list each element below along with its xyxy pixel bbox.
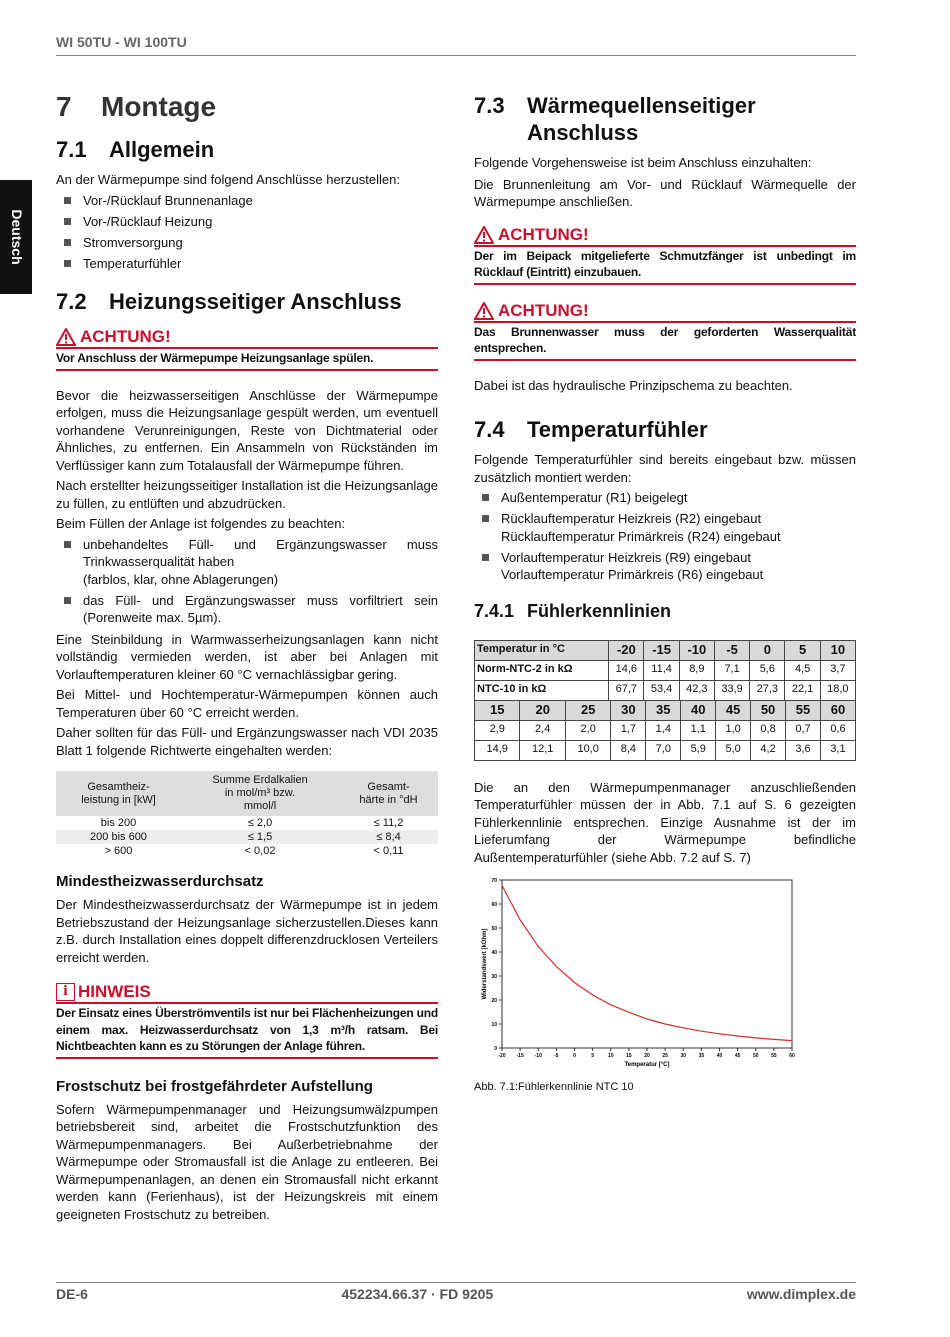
x-tick-label: -20 (498, 1053, 506, 1059)
table-cell: 35 (646, 700, 681, 720)
ntc10-row (475, 740, 856, 760)
table-cell: 4,5 (785, 660, 820, 680)
y-tick-label: 50 (491, 926, 497, 932)
row-label: NTC-10 in kΩ (475, 680, 609, 700)
x-tick-label: 45 (734, 1053, 741, 1059)
table-cell: 5 (785, 640, 820, 660)
paragraph: Die an den Wärmepumpenmanager anzuschließenden Temperaturfühler müssen der in Abb. 7.1 auf S. 6 gezeigten Fühlerkennlinie entsprechen. Einzige Ausnahme ist der im Lieferumfang der Wärmepumpe befindliche Außentemperaturfühler (siehe Abb. 7.2 auf S. 7) (474, 779, 856, 865)
table-cell: 42,3 (679, 680, 714, 700)
x-tick-label: 5 (591, 1053, 595, 1059)
chapter-number: 7 (56, 91, 72, 122)
table-cell: 1,4 (646, 720, 681, 740)
table-cell: 2,9 (475, 720, 520, 740)
column-header: Gesamt- härte in °dH (339, 771, 438, 816)
ntc2-row (475, 720, 856, 740)
section-number: 7.4 (474, 417, 505, 442)
list-item: Vor-/Rücklauf Heizung (56, 213, 438, 231)
x-tick-label: -5 (554, 1053, 559, 1059)
y-tick-label: 10 (491, 1022, 497, 1028)
table-row (56, 830, 438, 844)
table-cell: -5 (714, 640, 749, 660)
table-cell: -10 (679, 640, 714, 660)
table-cell: 0,8 (751, 720, 786, 740)
x-tick-label: 60 (789, 1053, 795, 1059)
section-title: Temperaturfühler (527, 417, 708, 442)
list-item (474, 510, 856, 545)
table-cell: 53,4 (644, 680, 679, 700)
warning-label: ACHTUNG! (80, 327, 171, 346)
table-cell: < 0,11 (373, 844, 404, 857)
water-quality-table (56, 771, 438, 858)
warning-label: ACHTUNG! (498, 300, 589, 320)
warning-title (474, 301, 856, 323)
table-cell: 8,9 (679, 660, 714, 680)
section-title: Allgemein (109, 137, 215, 162)
right-column (474, 92, 856, 1097)
sensor-table-continued (474, 700, 856, 761)
list-item-subtext: (farblos, klar, ohne Ablagerungen) (83, 571, 279, 587)
warning-text: Der im Beipack mitgelieferte Schmutzfänger ist unbedingt im Rücklauf (Eintritt) einzubauen. (474, 247, 856, 285)
hint-title (56, 982, 438, 1004)
warning-triangle-icon (56, 328, 76, 346)
table-cell: 33,9 (714, 680, 749, 700)
warning-title (474, 225, 856, 247)
x-tick-label: 50 (752, 1053, 759, 1059)
table-cell: bis 200 (100, 816, 137, 829)
table-cell: 11,4 (644, 660, 679, 680)
document-title: WI 50TU - WI 100TU (56, 34, 187, 50)
list-item: Vor-/Rücklauf Brunnenanlage (56, 192, 438, 210)
section-title: Wärmequellenseitiger Anschluss (527, 93, 756, 145)
table-cell: 14,9 (475, 740, 520, 760)
x-tick-label: 25 (662, 1053, 668, 1059)
section-heading-7-2 (56, 288, 438, 315)
table-cell: 5,9 (681, 740, 716, 760)
list-item (474, 489, 856, 507)
table-cell: 18,0 (820, 680, 855, 700)
list-item (56, 592, 438, 627)
x-tick-label: 30 (680, 1053, 687, 1059)
table-cell: 1,0 (716, 720, 751, 740)
table-cell: -20 (609, 640, 644, 660)
warning-title (56, 327, 438, 349)
table-cell: ≤ 8,4 (339, 830, 438, 844)
subheading: Frostschutz bei frostgefährdeter Aufstellung (56, 1077, 373, 1095)
y-tick-label: 40 (491, 950, 497, 956)
plot-frame (502, 880, 792, 1048)
x-tick-label: 40 (716, 1053, 723, 1059)
paragraph: Beim Füllen der Anlage ist folgendes zu beachten: (56, 516, 346, 531)
list-item-text: das Füll- und Ergänzungswasser muss vorfiltriert sein (Porenweite max. 5µm). (83, 592, 438, 625)
warning-label: ACHTUNG! (498, 224, 589, 244)
paragraph: Bevor die heizwasserseitigen Anschlüsse der Wärmepumpe erfolgen, muss die Heizungsanlage gespült werden, um eventuell vorhandene Verunreinigungen, Reste von Dichtmaterial oder Ähnliches, zu entfernen. Ein Ansammeln von Rückständen im Verflüssiger kann zum Totalausfall der Wärmepumpe führen. (56, 387, 438, 473)
ntc10-chart (474, 872, 814, 1077)
y-tick-label: 30 (491, 974, 497, 980)
subheading: Mindestheizwasserdurchsatz (56, 873, 264, 890)
list-item-subtext: Vorlauftemperatur Primärkreis (R6) eingebaut (501, 567, 764, 582)
list-item-text: unbehandeltes Füll- und Ergänzungswasser muss Trinkwasserqualität haben (83, 536, 438, 569)
sensor-list (474, 489, 856, 584)
table-cell: 60 (820, 700, 855, 720)
table-cell: 8,4 (611, 740, 646, 760)
section-number: 7.3 (474, 93, 505, 118)
ntc10-row (475, 680, 856, 700)
table-cell: 25 (565, 700, 610, 720)
table-cell: 45 (716, 700, 751, 720)
table-cell: 0,7 (786, 720, 821, 740)
table-cell: 14,6 (609, 660, 644, 680)
x-tick-label: 20 (644, 1053, 650, 1059)
table-cell: 2,0 (565, 720, 610, 740)
table-cell: 20 (520, 700, 565, 720)
table-cell: 1,1 (681, 720, 716, 740)
x-tick-label: 35 (698, 1053, 705, 1059)
hint-box (56, 982, 438, 1059)
connection-list (56, 192, 438, 273)
figure-caption: Abb. 7.1:Fühlerkennlinie NTC 10 (474, 1081, 634, 1093)
table-cell: 3,1 (820, 740, 855, 760)
section-heading-7-1 (56, 136, 438, 163)
table-cell: 3,6 (786, 740, 821, 760)
list-item: Temperaturfühler (56, 255, 438, 273)
table-cell: 2,4 (520, 720, 565, 740)
row-label: Norm-NTC-2 in kΩ (475, 660, 609, 680)
table-cell: 40 (681, 700, 716, 720)
section-heading-7-3 (474, 92, 856, 146)
paragraph: Sofern Wärmepumpenmanager und Heizungsumwälzpumpen betriebsbereit sind, arbeitet die Frostschutzfunktion des Wärmepumpenmanagers. Bei Außerbetriebnahme der Wärmepumpe oder Stromausfall ist die Anlage zu entleeren. Bei Wärmepumpenanlagen, an denen ein Stromausfall nicht erkannt werden kann (Ferienhaus), ist der Heizungskreis mit einem geeigneten Frostschutz zu betreiben. (56, 1101, 438, 1222)
section-number: 7.4.1 (474, 600, 515, 621)
paragraph: Eine Steinbildung in Warmwasserheizungsanlagen kann nicht vollständig vermieden werden, ist aber bei Anlagen mit Vorlauftemperaturen kleiner 60 °C vernachlässigbar gering. (56, 631, 438, 682)
section-title: Heizungsseitiger Anschluss (109, 289, 402, 314)
hint-text: Der Einsatz eines Überströmventils ist nur bei Flächenheizungen und einem max. Heizwasserdurchsatz von 1,3 m³/h ratsam. Bei Nichtbeachten kann es zu Störungen der Anlage führen. (56, 1004, 438, 1059)
table-cell: 7,0 (646, 740, 681, 760)
document-number: 452234.66.37 · FD 9205 (341, 1286, 494, 1302)
table-cell: 0 (750, 640, 785, 660)
paragraph: Die Brunnenleitung am Vor- und Rücklauf Wärmequelle der Wärmepumpe anschließen. (474, 176, 856, 209)
table-cell: ≤ 2,0 (247, 816, 273, 829)
warning-triangle-icon (474, 302, 494, 320)
table-cell: < 0,02 (244, 844, 276, 857)
table-cell: 0,6 (820, 720, 855, 740)
x-tick-label: 55 (771, 1053, 777, 1059)
y-tick-label: 20 (491, 998, 497, 1004)
list-item-text: Rücklauftemperatur Heizkreis (R2) eingebaut (501, 511, 762, 526)
x-axis-label: Temperatur [°C] (624, 1062, 670, 1068)
column-header: Gesamtheiz- leistung in [kW] (56, 771, 181, 816)
table-cell: -15 (644, 640, 679, 660)
chapter-title: Montage (101, 91, 217, 122)
table-cell: 55 (786, 700, 821, 720)
row-label: Temperatur in °C (475, 640, 609, 660)
section-heading-7-4-1 (474, 600, 856, 622)
column-header: Summe Erdalkalien in mol/m³ bzw. mmol/l (181, 771, 339, 816)
y-axis-label: Widerstandswert [kOhm] (482, 928, 488, 1000)
section-number: 7.2 (56, 289, 87, 314)
table-cell: ≤ 11,2 (373, 816, 404, 829)
ntc2-row (475, 660, 856, 680)
table-cell: 5,6 (750, 660, 785, 680)
paragraph: Nach erstellter heizungsseitiger Installation ist die Heizungsanlage zu füllen, zu entlüften und abzudrücken. (56, 478, 438, 511)
table-cell: 12,1 (520, 740, 565, 760)
table-header-row (56, 771, 438, 816)
paragraph: Bei Mittel- und Hochtemperatur-Wärmepumpen können auch Temperaturen über 60 °C erreicht werden. (56, 687, 438, 720)
list-item-text: Vorlauftemperatur Heizkreis (R9) eingebaut (501, 549, 752, 565)
info-icon: i (56, 983, 75, 1001)
warning-triangle-icon (474, 226, 494, 244)
table-cell: 10 (820, 640, 855, 660)
list-item (56, 536, 438, 589)
paragraph: Folgende Vorgehensweise ist beim Anschluss einzuhalten: (474, 155, 812, 170)
table-cell: 4,2 (751, 740, 786, 760)
paragraph: Dabei ist das hydraulische Prinzipschema zu beachten. (474, 377, 793, 393)
y-tick-label: 60 (491, 902, 497, 908)
website: www.dimplex.de (746, 1286, 856, 1302)
warning-box (56, 327, 438, 371)
table-cell: 1,7 (611, 720, 646, 740)
table-cell: 22,1 (785, 680, 820, 700)
table-cell: 15 (475, 700, 520, 720)
section-number: 7.1 (56, 137, 87, 162)
ntc10-curve (502, 886, 792, 1041)
temperature-row (475, 640, 856, 660)
list-item (474, 549, 856, 584)
table-row (56, 844, 438, 858)
x-tick-label: -10 (534, 1053, 542, 1059)
section-title: Fühlerkennlinien (527, 600, 672, 621)
paragraph: Der Mindestheizwasserdurchsatz der Wärmepumpe ist in jedem Betriebszustand der Heizungsanlage sicherzustellen.Dieses kann z.B. durch Installation eines doppelt differenzdrucklosen Verteilers erreicht werden. (56, 897, 438, 965)
page-number: DE-6 (56, 1286, 88, 1302)
y-tick-label: 70 (491, 878, 497, 884)
temperature-row (475, 700, 856, 720)
paragraph: An der Wärmepumpe sind folgend Anschlüsse herzustellen: (56, 172, 400, 187)
table-cell: ≤ 1,5 (181, 830, 339, 844)
table-cell: > 600 (104, 844, 133, 857)
warning-box (474, 225, 856, 285)
list-item: Stromversorgung (56, 234, 438, 252)
warning-box (474, 301, 856, 361)
filling-list (56, 536, 438, 627)
paragraph: Folgende Temperaturfühler sind bereits eingebaut bzw. müssen zusätzlich montiert werden: (474, 452, 856, 485)
table-cell: 30 (611, 700, 646, 720)
language-tab (0, 180, 32, 294)
chapter-heading (56, 90, 438, 124)
table-cell: 5,0 (716, 740, 751, 760)
table-row (56, 816, 438, 830)
x-tick-label: 15 (626, 1053, 632, 1059)
table-cell: 7,1 (714, 660, 749, 680)
x-tick-label: 0 (573, 1053, 576, 1059)
y-tick-label: 0 (494, 1046, 497, 1052)
paragraph: Daher sollten für das Füll- und Ergänzungswasser nach VDI 2035 Blatt 1 folgende Richtwerte eingehalten werden: (56, 725, 438, 758)
list-item-subtext: Rücklauftemperatur Primärkreis (R24) eingebaut (501, 528, 781, 544)
hint-label: HINWEIS (78, 982, 151, 1001)
left-column (56, 90, 438, 1226)
table-cell: 27,3 (750, 680, 785, 700)
warning-text: Das Brunnenwasser muss der geforderten Wasserqualität entsprechen. (474, 323, 856, 361)
x-tick-label: -15 (516, 1053, 524, 1059)
warning-text: Vor Anschluss der Wärmepumpe Heizungsanlage spülen. (56, 349, 438, 371)
page-footer (56, 1282, 856, 1304)
sensor-table (474, 640, 856, 701)
section-heading-7-4 (474, 416, 856, 443)
page-header (56, 34, 856, 56)
list-item-text: Außentemperatur (R1) beigelegt (501, 490, 688, 505)
table-cell: 67,7 (609, 680, 644, 700)
table-cell: 50 (751, 700, 786, 720)
x-tick-label: 10 (607, 1053, 614, 1059)
table-cell: 10,0 (565, 740, 610, 760)
language-label: Deutsch (8, 209, 25, 265)
table-cell: 200 bis 600 (56, 830, 181, 844)
table-cell: 3,7 (820, 660, 855, 680)
chart-svg (474, 872, 814, 1077)
